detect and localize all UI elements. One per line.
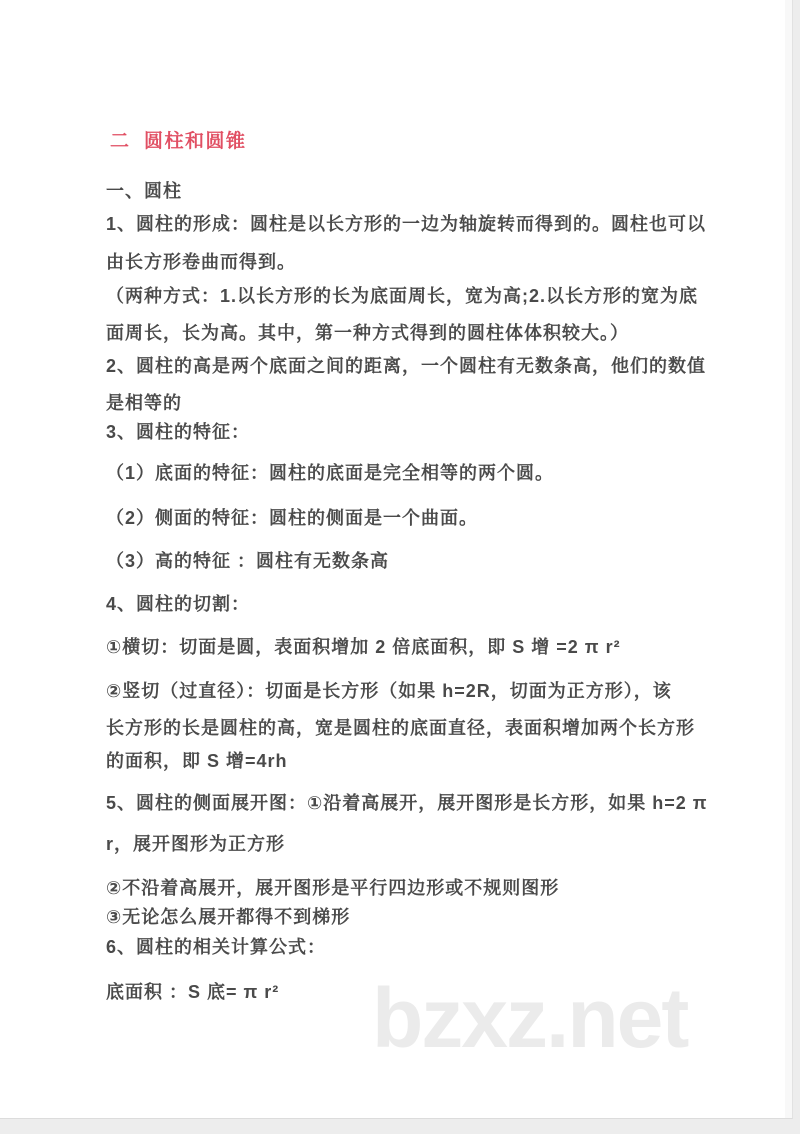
text-line: r，展开图形为正方形 [106,834,286,854]
text-line: 一、圆柱 [106,181,182,201]
text-line: （1）底面的特征：圆柱的底面是完全相等的两个圆。 [106,463,555,483]
text-line: 1、圆柱的形成：圆柱是以长方形的一边为轴旋转而得到的。圆柱也可以 [106,214,707,234]
text-line: ②不沿着高展开，展开图形是平行四边形或不规则图形 [106,878,560,898]
section-title: 二 圆柱和圆锥 [110,131,247,152]
text-line: ①横切：切面是圆，表面积增加 2 倍底面积，即 S 增 =2 π r² [106,637,621,657]
text-line: 2、圆柱的高是两个底面之间的距离，一个圆柱有无数条高，他们的数值 [106,356,707,376]
text-line: 是相等的 [106,393,182,413]
text-line: 底面积 ：S 底= π r² [106,982,280,1002]
text-line: 3、圆柱的特征： [106,422,251,442]
text-line: 面周长，长为高。其中，第一种方式得到的圆柱体体积较大。） [106,323,629,343]
text-line: 4、圆柱的切割： [106,594,251,614]
page-edge-strip [785,0,792,1118]
document-content [106,131,756,1003]
text-line: （3）高的特征 ：圆柱有无数条高 [106,551,390,571]
text-line: 长方形的长是圆柱的高，宽是圆柱的底面直径，表面积增加两个长方形 [106,718,695,738]
text-line: 的面积，即 S 增=4rh [106,751,288,771]
text-line: ②竖切（过直径）：切面是长方形（如果 h=2R，切面为正方形），该 [106,681,672,701]
text-line: （2）侧面的特征：圆柱的侧面是一个曲面。 [106,508,479,528]
text-line: （两种方式：1.以长方形的长为底面周长，宽为高;2.以长方形的宽为底 [106,286,699,306]
text-line: 6、圆柱的相关计算公式： [106,937,327,957]
text-line: 由长方形卷曲而得到。 [106,252,296,272]
text-line: 5、圆柱的侧面展开图：①沿着高展开，展开图形是长方形，如果 h=2 π [106,793,708,813]
watermark: bzxz.net [372,971,688,1065]
text-line: ③无论怎么展开都得不到梯形 [106,907,351,927]
